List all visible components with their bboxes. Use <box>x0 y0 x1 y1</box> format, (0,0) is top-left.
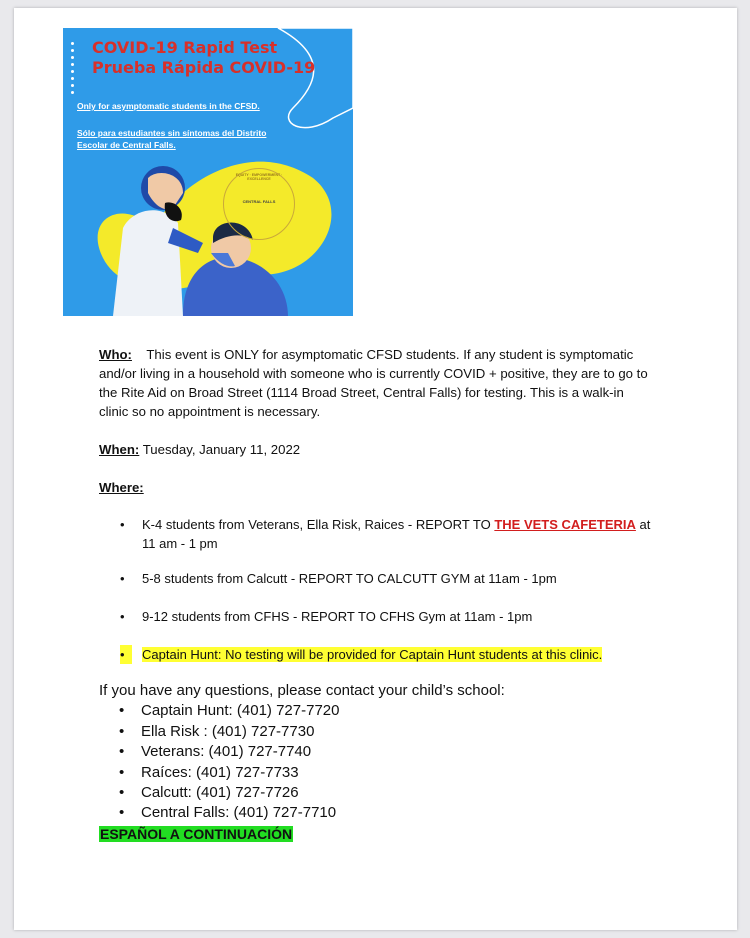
where-label: Where: <box>99 480 144 495</box>
flyer-title-en: COVID-19 Rapid Test <box>92 38 278 57</box>
contact-item: • Calcutt: (401) 727-7726 <box>99 783 619 803</box>
where-paragraph <box>99 478 654 497</box>
when-text: Tuesday, January 11, 2022 <box>142 442 301 457</box>
flyer-note-es-line1: Sólo para estudiantes sin síntomas del Distrito <box>77 128 267 138</box>
flyer-note-en: Only for asymptomatic students in the CFSD. <box>77 101 260 111</box>
event-details <box>99 345 654 497</box>
contact-section <box>99 681 619 845</box>
contact-item: • Captain Hunt: (401) 727-7720 <box>99 701 619 721</box>
district-seal <box>223 168 295 240</box>
contact-list <box>99 701 619 823</box>
covid-test-flyer <box>63 28 353 316</box>
seal-text: CENTRAL FALLS <box>242 199 276 204</box>
when-paragraph <box>99 440 654 459</box>
where-item-text: 9-12 students from CFHS - REPORT TO CFHS Gym at 11am - 1pm <box>142 609 533 624</box>
who-paragraph <box>99 345 654 421</box>
contact-item: • Central Falls: (401) 727-7710 <box>99 803 619 823</box>
seal-ring-text: EQUITY · EMPOWERMENT · EXCELLENCE <box>235 173 283 181</box>
where-item-text: K-4 students from Veterans, Ella Risk, Raices - REPORT TO <box>142 517 495 532</box>
captain-hunt-notice: Captain Hunt: No testing will be provided for Captain Hunt students at this clinic. <box>142 647 603 662</box>
where-item-text: 5-8 students from Calcutt - REPORT TO CALCUTT GYM at 11am - 1pm <box>142 571 557 586</box>
contact-item: • Raíces: (401) 727-7733 <box>99 763 619 783</box>
decorative-dots-icon <box>71 42 85 98</box>
flyer-title <box>92 38 315 78</box>
where-item-time: at 11 am - 1 pm <box>142 517 651 551</box>
vets-cafeteria-emphasis: THE VETS CAFETERIA <box>494 517 636 532</box>
who-text: This event is ONLY for asymptomatic CFSD students. If any student is symptomatic and/or living in a household with someone who is currently COVID + positive, they are to go to the Rite Aid on Broad Street (1114 Broad Street, Central Falls) for testing. This is a walk-in clinic so no appointment is necessary. <box>99 347 648 419</box>
who-label: Who: <box>99 347 132 362</box>
contact-item: • Veterans: (401) 727-7740 <box>99 742 619 762</box>
flyer-note-es-line2: Escolar de Central Falls. <box>77 140 176 150</box>
contact-intro: If you have any questions, please contact your child’s school: <box>99 682 505 699</box>
when-label: When: <box>99 442 140 457</box>
spanish-continuation-note: ESPAÑOL A CONTINUACIÓN <box>100 825 293 842</box>
flyer-title-es: Prueba Rápida COVID-19 <box>92 58 316 77</box>
contact-item: • Ella Risk : (401) 727-7730 <box>99 722 619 742</box>
